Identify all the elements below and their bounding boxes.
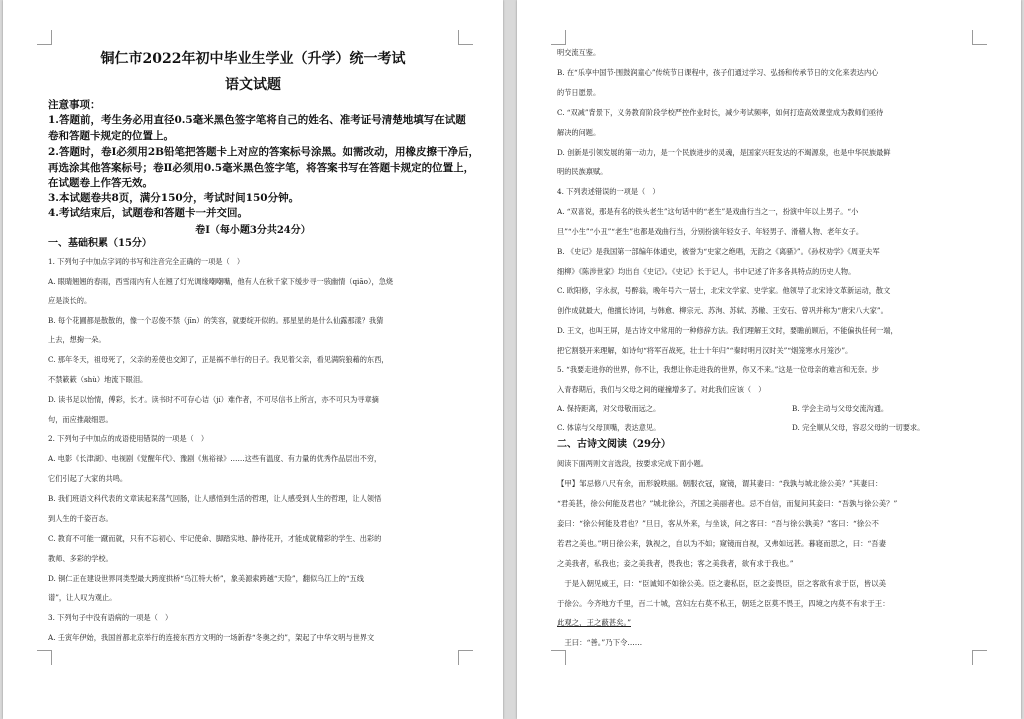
classical-text-line: 此观之，王之蔽甚矣。” <box>557 618 631 627</box>
classical-text-line: 若君之美也。”明日徐公来，孰视之，自以为不如；窥镜而自视，又弗如远甚。暮寝而思之，曰：“吾妻 <box>557 539 887 548</box>
notice-heading: 注意事项： <box>48 99 101 111</box>
classical-text-line: 之美我者，私我也；妾之美我者，畏我也；客之美我者，欲有求于我也。” <box>557 559 794 568</box>
classical-text-line: 于徐公。今齐地方千里，百二十城，宫妇左右莫不私王，朝廷之臣莫不畏王，四境之内莫不有求于王： <box>557 599 890 608</box>
question-line: 它们引起了大家的共鸣。 <box>48 474 128 483</box>
classical-text-line: 于是入朝见威王，曰：“臣诚知不如徐公美。臣之妻私臣，臣之妾畏臣，臣之客欲有求于臣，皆以美 <box>557 579 886 588</box>
question-line: 3. 下列句子中没有语病的一项是（ ） <box>48 613 173 622</box>
question-line: A. “双喜说，那是有名的铁头老生”这句话中的“老生”是戏曲行当之一，扮演中年以上男子。“小 <box>557 207 859 216</box>
instruction-line: 阅读下面两则文言选段，按要求完成下面小题。 <box>557 459 708 468</box>
question-line: 不禁簌簌（shù）地流下眼泪。 <box>48 375 148 384</box>
question-line: 4. 下列表述错误的一项是（ ） <box>557 187 660 196</box>
question-line: D. 创新是引领发展的第一动力，是一个民族进步的灵魂，是国家兴旺发达的不竭源泉，也是中华民族最鲜 <box>557 148 891 157</box>
question-line: 把它割裂开来理解，如诗句“将军百战死，壮士十年归”“秦时明月汉时关”“烟笼寒水月笼沙”。 <box>557 346 853 355</box>
classical-text-line: “君美甚，徐公何能及君也？”城北徐公，齐国之美丽者也。忌不自信，而复问其妾曰：“吾孰与徐公美？” <box>557 499 898 508</box>
question-line: C. 欧阳修，字永叔，号醉翁，晚年号六一居士，北宋文学家、史学家。他领导了北宋诗文革新运动，散文 <box>557 286 891 295</box>
question-line: 入青春期后，我们与父母之间的碰撞增多了。对此我们应该（ ） <box>557 385 766 394</box>
question-line: 解决的问题。 <box>557 128 601 137</box>
question-line: 的节日愿景。 <box>557 88 601 97</box>
question-line: 创作成就最大，他擅长诗词，与韩愈、柳宗元、苏洵、苏轼、苏辙、王安石、曾巩并称为“唐宋八大家”。 <box>557 306 888 315</box>
question-line: D. 读书足以怡情，傅彩，长才。读书时不可存心诘（jí）难作者，不可尽信书上所言，亦不可只为寻章摘 <box>48 395 379 404</box>
notice-line: 在试题卷上作答无效。 <box>48 177 153 189</box>
question-line: C. 教育不可能一蹴而就，只有不忘初心、牢记使命、脚踏实地、静待花开，才能成就精彩的学生、出彩的 <box>48 534 382 543</box>
question-line: 上去，想掬一朵。 <box>48 335 106 344</box>
question-line: 到人生的千姿百态。 <box>48 514 113 523</box>
section-heading: 二、古诗文阅读（29分） <box>557 439 671 450</box>
question-line: B. 每个花圃都是散散的，像一个忍俊不禁（jīn）的笑容，就要绽开似的。那星星的是什么仙露那漾？我猜 <box>48 316 384 325</box>
question-line: C. “双减”背景下，义务教育阶段学校严控作业时长，减少考试频率，如何打造高效课堂成为教师们亟待 <box>557 108 884 117</box>
notice-line: 1.答题前，考生务必用直径0.5毫米黑色签字笔将自己的姓名、准考证号清楚地填写在试题 <box>48 114 466 126</box>
question-line: B. 我们班语文科代表的文章读起来荡气回肠，让人感悟到生活的哲理，让人感受到人生的哲理，让人领悟 <box>48 494 382 503</box>
question-line: A. 电影《长津湖》、电视剧《觉醒年代》、豫剧《焦裕禄》……这些有温度、有力量的优秀作品层出不穷， <box>48 454 382 463</box>
question-line: 旦”“小生”“小丑”“老生”也都是戏曲行当，分别扮演年轻女子、年轻男子、滑稽人物、老年女子。 <box>557 227 864 236</box>
question-line: 句，而应推敲细思。 <box>48 415 113 424</box>
question-line: 细柳》《陈涉世家》均出自《史记》。《史记》长于记人，书中记述了许多各具特点的历史人物。 <box>557 267 856 276</box>
question-line: A. 眼睛翘翘的春雨，西雪雨内有人在翘了灯光调缘嘲嘲嘴，他有人在秋千家下缓步寻一骇幽情（qiāo），急烧 <box>48 277 394 286</box>
classical-text-line: 【甲】邹忌修八尺有余，而形貌昳丽。朝服衣冠，窥镜，谓其妻曰：“我孰与城北徐公美？”其妻曰： <box>557 479 883 488</box>
notice-line: 3.本试题卷共8页，满分150分，考试时间150分钟。 <box>48 192 300 204</box>
question-line: 谱”，让人叹为观止。 <box>48 593 117 602</box>
question-line: 1. 下列句子中加点字词的书写和注音完全正确的一项是（ ） <box>48 257 245 266</box>
classical-text-line: 妾曰：“徐公何能及君也？”旦日，客从外来，与坐谈，问之客曰：“吾与徐公孰美？”客曰：“徐公不 <box>557 519 879 528</box>
document-page-left <box>3 0 503 719</box>
notice-line: 再选涂其他答案标号；卷Ⅱ必须用0.5毫米黑色签字笔，将答案书写在答题卡规定的位置上， <box>48 162 475 174</box>
question-line: B. 在“乐享中国节·围鼓润童心”传统节日课程中，孩子们通过学习、弘扬和传承节日的文化来表达内心 <box>557 68 879 77</box>
question-line: 2. 下列句子中加点的成语使用错误的一项是（ ） <box>48 434 209 443</box>
exam-title: 铜仁市2022年初中毕业生学业（升学）统一考试 <box>100 51 406 67</box>
answer-option-c: C. 体谅与父母顶嘴，表达意见。 <box>557 423 661 432</box>
question-line: D. 王文，也叫王屏，是古诗文中常用的一种修辞方法。我们理解王文时，要瞻前顾后，不能偏执任何一端， <box>557 326 898 335</box>
answer-option-b: B. 学会主动与父母交流沟通。 <box>792 404 889 413</box>
notice-line: 4.考试结束后，试题卷和答题卡一并交回。 <box>48 207 248 219</box>
classical-text-line: 王曰：“善。”乃下令…… <box>557 638 643 647</box>
notice-line: 卷和答题卡规定的位置上。 <box>48 130 174 142</box>
question-line: D. 铜仁正在建设世界同类型最大跨度拱桥“乌江特大桥”，象美源索跨越“天险”，翻似乌江上的“五线 <box>48 574 364 583</box>
question-line: 教师、多彩的学校。 <box>48 554 113 563</box>
question-line: 明交流互鉴。 <box>557 48 601 57</box>
question-line: A. 壬寅年伊始，我国首都北京举行的连接东西方文明的一场新春“冬奥之约”，架起了中华文明与世界文 <box>48 633 375 642</box>
question-line: 应是淡长的。 <box>48 296 92 305</box>
exam-subtitle: 语文试题 <box>225 77 281 93</box>
question-line: 明的民族禀赋。 <box>557 167 608 176</box>
answer-option-d: D. 完全顺从父母，容忍父母的一切要求。 <box>792 423 925 432</box>
part-one-heading: 卷Ⅰ（每小题3分共24分） <box>195 225 311 236</box>
question-line: 5. “我要走进你的世界，你不让，我想让你走进我的世界，你又不来。”这是一位母亲的难言和无奈。步 <box>557 365 879 374</box>
document-page-right <box>517 0 1021 719</box>
section-heading: 一、基础积累（15分） <box>48 238 152 249</box>
answer-option-a: A. 保持距离，对父母敬而远之。 <box>557 404 661 413</box>
question-line: C. 那年冬天，祖母死了，父亲的差使也交卸了，正是祸不单行的日子。我见着父亲，看见满院狼藉的东西， <box>48 355 389 364</box>
notice-line: 2.答题时，卷Ⅰ必须用2B铅笔把答题卡上对应的答案标号涂黑。如需改动，用橡皮擦干净后， <box>48 146 480 158</box>
question-line: B. 《史记》是我国第一部编年体通史，被誉为“史家之绝唱，无韵之《离骚》”。《孙权劝学》《周亚夫军 <box>557 247 880 256</box>
